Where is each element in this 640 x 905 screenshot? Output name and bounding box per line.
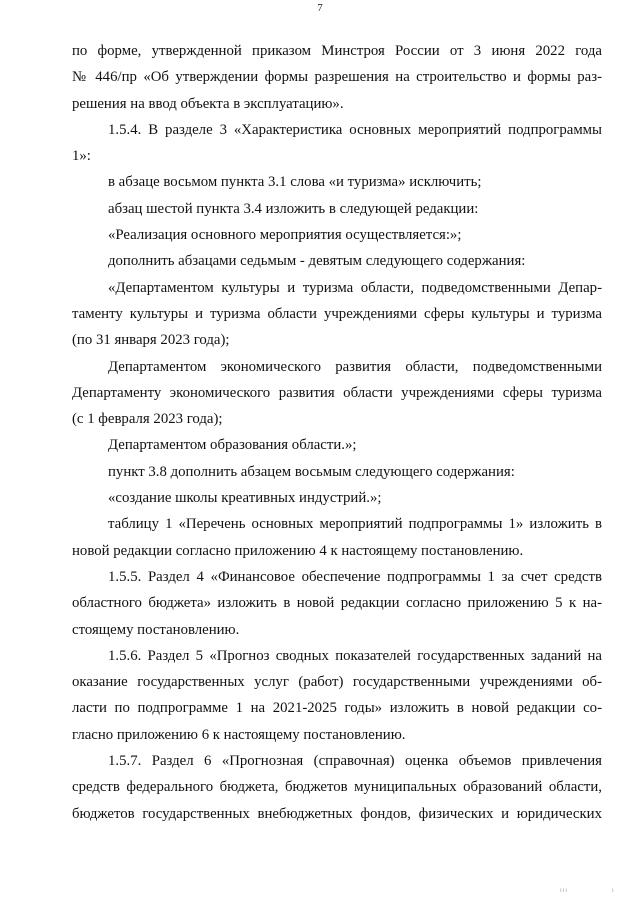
document-body — [72, 38, 602, 827]
text-line: ласти по подпрограмме 1 на 2021-2025 годы» изложить в новой редакции со- — [72, 700, 602, 717]
text-line: 1.5.5. Раздел 4 «Финансовое обеспечение подпрограммы 1 за счет средств — [108, 568, 602, 585]
text-line: областного бюджета» изложить в новой редакции согласно приложению 5 к на- — [72, 595, 602, 612]
text-line: пункт 3.8 дополнить абзацем восьмым следующего содержания: — [108, 463, 515, 480]
text-line: новой редакции согласно приложению 4 к настоящему постановлению. — [72, 542, 524, 559]
footer-mark-secondary: ı — [612, 888, 614, 894]
text-line: № 446/пр «Об утверждении формы разрешения на строительство и формы раз- — [72, 69, 602, 86]
text-line: (с 1 февраля 2023 года); — [72, 411, 223, 428]
text-line: бюджетов государственных внебюджетных фондов, физических и юридических — [72, 805, 602, 822]
text-line: таменту культуры и туризма области учреждениями сферы культуры и туризма — [72, 305, 602, 322]
text-line: (по 31 января 2023 года); — [72, 332, 230, 349]
text-line: Департаментом экономического развития области, подведомственными — [108, 358, 602, 375]
text-line: оказание государственных услуг (работ) государственными учреждениями об- — [72, 674, 602, 691]
text-line: гласно приложению 6 к настоящему постановлению. — [72, 726, 406, 743]
text-line: «создание школы креативных индустрий.»; — [108, 490, 382, 507]
text-line: в абзаце восьмом пункта 3.1 слова «и туризма» исключить; — [108, 174, 482, 191]
text-line: 1»: — [72, 148, 91, 165]
text-line: «Департаментом культуры и туризма области, подведомственными Депар- — [108, 279, 602, 296]
text-line: «Реализация основного мероприятия осуществляется:»; — [108, 227, 462, 244]
text-line: стоящему постановлению. — [72, 621, 240, 638]
text-line: по форме, утвержденной приказом Минстроя России от 3 июня 2022 года — [72, 43, 602, 59]
text-line: 1.5.6. Раздел 5 «Прогноз сводных показателей государственных заданий на — [108, 647, 602, 664]
text-line: Департаменту экономического развития области учреждениями сферы туризма — [72, 384, 602, 401]
text-line: средств федерального бюджета, бюджетов муниципальных образований области, — [72, 779, 602, 796]
text-line: 1.5.7. Раздел 6 «Прогнозная (справочная) оценка объемов привлечения — [108, 753, 602, 770]
text-line: таблицу 1 «Перечень основных мероприятий подпрограммы 1» изложить в — [108, 516, 602, 533]
text-line: 1.5.4. В разделе 3 «Характеристика основных мероприятий подпрограммы — [108, 121, 602, 138]
footer-mark: ııı — [560, 888, 569, 894]
text-line: абзац шестой пункта 3.4 изложить в следующей редакции: — [108, 200, 479, 217]
page-number: 7 — [317, 2, 323, 14]
text-line: Департаментом образования области.»; — [108, 437, 357, 454]
text-line: решения на ввод объекта в эксплуатацию». — [72, 95, 344, 112]
text-line: дополнить абзацами седьмым - девятым следующего содержания: — [108, 253, 526, 270]
